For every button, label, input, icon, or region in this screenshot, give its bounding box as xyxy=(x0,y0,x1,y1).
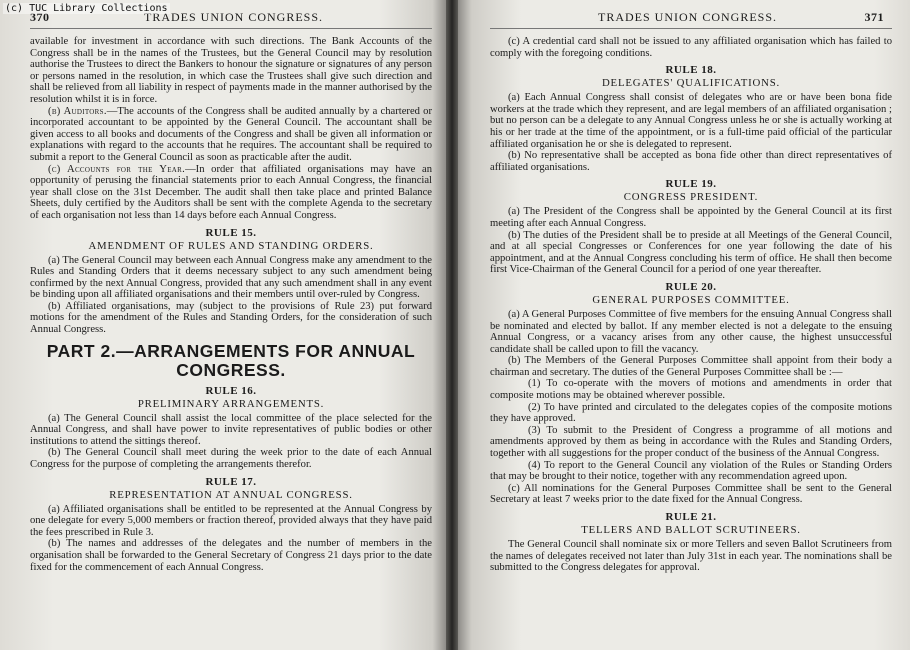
rule-20-heading: RULE 20. xyxy=(665,280,717,293)
rule-20-b: (b) The Members of the General Purposes Committee shall appoint from their body a chairman and secretary. The duties of the General Purposes Committee shall be :— xyxy=(490,355,892,378)
rule-16-title: PRELIMINARY ARRANGEMENTS. xyxy=(137,397,325,410)
rule-15-a: (a) The General Council may between each Annual Congress make any amendment to the Rules and Standing Orders that it deems necessary subject to any such amendment being confirmed by the next Annual Congress, provided that any such amendment shall in any event be binding upon all affiliated organisations and their members until over-ruled by Congress. xyxy=(30,254,432,301)
para-auditors xyxy=(30,106,432,164)
rule-21-title: TELLERS AND BALLOT SCRUTINEERS. xyxy=(581,524,801,536)
para-accounts-year xyxy=(30,164,432,222)
rule-21-heading: RULE 21. xyxy=(665,511,717,523)
part-2-heading: PART 2.—ARRANGEMENTS FOR ANNUAL CONGRESS. xyxy=(46,340,416,380)
text-auditors: —The accounts of the Congress shall be audited annually by a chartered or incorporated accountant to be appointed by the General Council. The accountant shall be given access to all books and documents of the Congress and shall be given all information or explanations with regard to the accounts that he requires. The accountant shall be required to submit a report to the General Council as soon as practicable after the audit. xyxy=(30,105,432,163)
para-credential: (c) A credential card shall not be issued to any affiliated organisation which has failed to comply with the foregoing conditions. xyxy=(490,36,892,59)
rule-20-b2: (2) To have printed and circulated to the delegates copies of the composite motions they have approved. xyxy=(490,401,892,425)
left-page xyxy=(0,0,446,650)
rule-21-a: The General Council shall nominate six or more Tellers and seven Ballot Scrutineers from the names of delegates received not later than July 31st in each year. The nominations shall be submitted to the Congress delegates for approval. xyxy=(490,539,892,574)
label-auditors: (b) Auditors. xyxy=(48,105,107,117)
rule-20-b3: (3) To submit to the President of Congress a programme of all motions and amendments approved by them as being in accordance with the Rules and Standing Orders, together with all suggestions for the proper conduct of the business of the Annual Congress. xyxy=(490,424,892,460)
rule-15-title: AMENDMENT OF RULES AND STANDING ORDERS. xyxy=(88,239,374,252)
right-page-number: 371 xyxy=(864,10,884,24)
rule-15-heading: RULE 15. xyxy=(205,226,257,239)
rule-18-title: DELEGATES' QUALIFICATIONS. xyxy=(601,77,781,90)
book-gutter xyxy=(446,0,458,650)
rule-19-heading: RULE 19. xyxy=(665,178,717,191)
rule-18-b: (b) No representative shall be accepted as bona fide other than direct representatives of affiliated organisations. xyxy=(490,150,892,173)
left-page-number: 370 xyxy=(30,10,50,24)
rule-19-b: (b) The duties of the President shall be to preside at all Meetings of the General Council, and at all special Congresses or Conferences for one year following the date of his appointment, and at the Annual Congress concluding his term of office. He shall then become first Vice-Chairman of the General Council for a period of one year thereafter. xyxy=(490,229,892,276)
rule-19-title: CONGRESS PRESIDENT. xyxy=(623,191,759,204)
rule-20-b1: (1) To co-operate with the movers of motions and amendments in order that composite motions may be obtained wherever possible. xyxy=(490,378,892,402)
rule-17-heading: RULE 17. xyxy=(205,475,257,488)
right-running-head xyxy=(490,6,892,29)
rule-15-b: (b) Affiliated organisations, may (subject to the provisions of Rule 23) put forward motions for the amendment of the Rules and Standing Orders, for the consideration of such Annual Congress. xyxy=(30,300,432,336)
text-accounts-year: —In order that affiliated organisations may have an opportunity of perusing the financial statements prior to each Annual Congress, the financial year shall close on the 31st December. The audit shall then take place and printed Balance Sheets, duly certified by the Auditors shall be sent with the complete Agenda to the secretary of each organisation not less than 14 days before each Annual Congress. xyxy=(30,163,432,221)
rule-19-a: (a) The President of the Congress shall be appointed by the General Council at its first meeting after each Annual Congress. xyxy=(490,206,892,229)
rule-20-a: (a) A General Purposes Committee of five members for the ensuing Annual Congress shall be nominated and elected by ballot. If any member elected is not a delegate to the ensuing Annual Congress, or a vacancy arises from any other cause, the highest unsuccessful candidate shall be called upon to fill the vacancy. xyxy=(490,308,892,355)
rule-18-heading: RULE 18. xyxy=(665,64,717,77)
watermark: (c) TUC Library Collections xyxy=(5,3,168,14)
rule-17-title: REPRESENTATION AT ANNUAL CONGRESS. xyxy=(109,488,353,501)
rule-17-a: (a) Affiliated organisations shall be entitled to be represented at the Annual Congress by one delegate for every 5,000 members or fraction thereof, provided always that they have paid the fees prescribed in Rule 3. xyxy=(30,503,432,538)
right-page xyxy=(458,0,910,650)
rule-18-a: (a) Each Annual Congress shall consist of delegates who are or have been bona fide workers at the trade which they represent, and are legal members of an affiliated organisation ; but no person can be a delegate to any Annual Congress unless he or she is actually working at his or her trade at the time of the appointment, or is a full-time paid official of the particular affiliated organisation he or she is delegated to represent. xyxy=(490,92,892,150)
right-running-title: TRADES UNION CONGRESS. xyxy=(598,10,778,24)
rule-16-heading: RULE 16. xyxy=(205,384,257,397)
rule-20-b4: (4) To report to the General Council any violation of the Rules or Standing Orders that may be brought to their notice, together with any recommendation agreed upon. xyxy=(490,459,892,483)
rule-17-b: (b) The names and addresses of the delegates and the number of members in the organisation shall be forwarded to the General Secretary of Congress 21 days prior to the date fixed for the commencement of each Annual Congress. xyxy=(30,538,432,573)
rule-20-title: GENERAL PURPOSES COMMITTEE. xyxy=(592,293,790,306)
label-accounts-year: (c) Accounts for the Year. xyxy=(48,163,186,175)
rule-16-b: (b) The General Council shall meet during the week prior to the date of each Annual Congress for the purpose of completing the arrangements therefor. xyxy=(30,447,432,471)
rule-16-a: (a) The General Council shall assist the local committee of the place selected for the Annual Congress, and shall have power to invite representatives of public bodies or other institutions to attend the sittings thereof. xyxy=(30,412,432,447)
left-running-title: TRADES UNION CONGRESS. xyxy=(144,10,324,24)
rule-20-c: (c) All nominations for the General Purposes Committee shall be sent to the General Secretary at least 7 weeks prior to the date fixed for the Annual Congress. xyxy=(490,482,892,506)
para-investment: available for investment in accordance with such directions. The Bank Accounts of the Congress shall be in the names of the Trustees, but the General Council may by resolution authorise the Trustees to direct the Bankers to honour the signature or signatures of any person or persons named in the resolution, in which case the Trustees shall give such direction and shall be relieved from all liability in respect of payments made in the manner authorised by the resolution whilst it is in force. xyxy=(30,36,432,105)
